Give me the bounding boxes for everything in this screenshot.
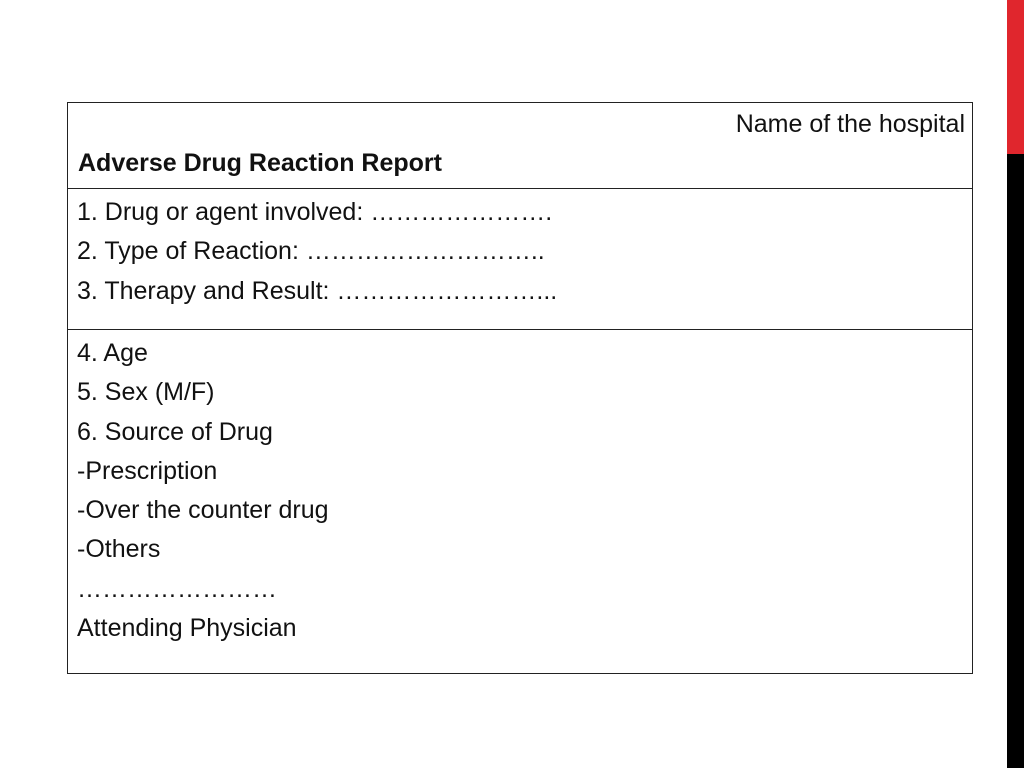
patient-info-list	[77, 334, 329, 648]
field-reaction-type: 2. Type of Reaction: ………………………..	[77, 237, 545, 266]
option-others: -Others	[77, 535, 161, 564]
adr-report-form	[67, 102, 973, 674]
field-drug-source: 6. Source of Drug	[77, 417, 273, 446]
option-otc-drug: -Over the counter drug	[77, 496, 329, 525]
option-prescription: -Prescription	[77, 456, 218, 485]
hospital-name: Name of the hospital	[735, 110, 965, 138]
field-age: 4. Age	[77, 339, 148, 367]
field-therapy-result: 3. Therapy and Result: ……………………...	[77, 276, 558, 305]
signature-line: ……………………	[77, 574, 277, 603]
attending-physician-label: Attending Physician	[77, 614, 297, 643]
drug-reaction-list	[77, 193, 557, 311]
patient-info-section	[68, 330, 972, 673]
field-sex: 5. Sex (M/F)	[77, 378, 215, 407]
accent-bar-black	[1007, 154, 1024, 768]
accent-bar-red	[1007, 0, 1024, 154]
drug-reaction-section	[68, 189, 972, 330]
field-drug-involved: 1. Drug or agent involved: ………………….	[77, 198, 553, 226]
form-header	[68, 103, 972, 189]
report-title: Adverse Drug Reaction Report	[78, 149, 442, 177]
